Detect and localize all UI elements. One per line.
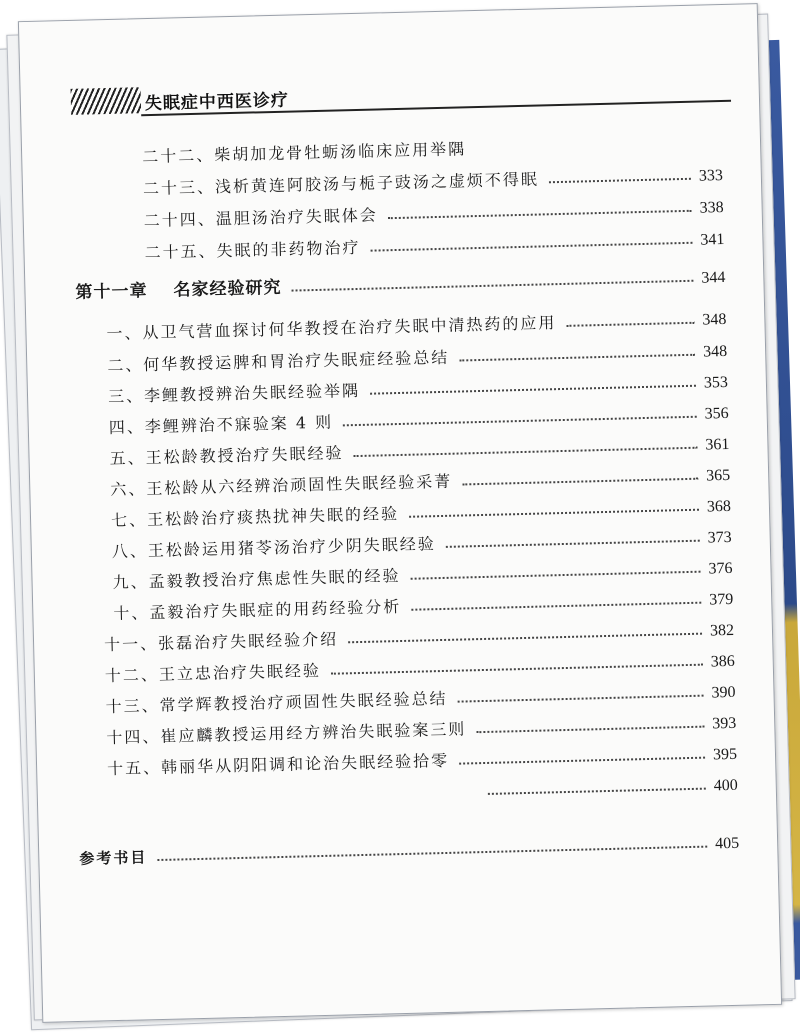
leader-dots bbox=[157, 846, 707, 861]
toc-entry-page: 373 bbox=[707, 528, 732, 547]
toc-page bbox=[18, 3, 782, 1023]
toc-entry-page: 361 bbox=[705, 435, 730, 454]
leader-dots bbox=[462, 478, 698, 486]
leader-dots bbox=[411, 571, 701, 580]
toc-entry-label: 二十四、温胆汤治疗失眠体会 bbox=[143, 205, 378, 231]
leader-dots bbox=[370, 385, 696, 395]
toc-entry-page: 386 bbox=[710, 652, 735, 671]
toc-entry-label: 六、王松龄从六经辨治顽固性失眠经验采菁 bbox=[110, 471, 453, 500]
toc-entry-page: 379 bbox=[709, 590, 734, 609]
chapter-number: 第十一章 bbox=[75, 281, 148, 303]
toc-entry-page: 382 bbox=[709, 621, 735, 640]
toc-entry-page: 368 bbox=[706, 497, 732, 516]
leader-dots bbox=[566, 322, 694, 327]
toc-entry-label: 二、何华教授运脾和胃治疗失眠症经验总结 bbox=[107, 347, 450, 376]
toc-entry-page: 376 bbox=[708, 559, 733, 578]
toc-last-page: 400 bbox=[713, 776, 738, 795]
toc-entry-label: 二十五、失眠的非药物治疗 bbox=[144, 237, 361, 263]
toc-entry-page: 353 bbox=[703, 373, 729, 392]
leader-dots bbox=[331, 664, 703, 675]
toc-entry-page: 393 bbox=[712, 714, 737, 733]
toc-entry-label: 十四、崔应麟教授运用经方辨治失眠验案三则 bbox=[106, 719, 467, 748]
toc-entry-label: 十三、常学辉教授治疗顽固性失眠经验总结 bbox=[105, 688, 448, 717]
toc-entry-label: 三、李鲤教授辨治失眠经验举隅 bbox=[107, 380, 361, 407]
leader-dots bbox=[371, 242, 693, 252]
leader-dots bbox=[388, 210, 692, 219]
toc-entry-label: 五、王松龄教授治疗失眠经验 bbox=[109, 443, 344, 469]
toc-entry-label: 一、从卫气营血探讨何华教授在治疗失眠中清热药的应用 bbox=[106, 313, 557, 344]
toc-entry-label: 七、王松龄治疗痰热扰神失眠的经验 bbox=[110, 504, 400, 531]
leader-dots bbox=[459, 757, 705, 765]
book-title: 失眠症中西医诊疗 bbox=[144, 90, 290, 115]
header-stripe-decoration bbox=[71, 87, 142, 115]
table-of-contents bbox=[62, 125, 742, 868]
leader-dots bbox=[458, 695, 704, 703]
leader-dots bbox=[549, 178, 691, 183]
leader-dots bbox=[411, 602, 701, 611]
references-page: 405 bbox=[714, 834, 740, 853]
leader-dots bbox=[488, 788, 706, 795]
toc-entry-label: 八、王松龄运用猪苓汤治疗少阴失眠经验 bbox=[111, 534, 437, 562]
leader-dots bbox=[292, 280, 694, 292]
toc-entry-label: 二十二、柴胡加龙骨牡蛎汤临床应用举隅 bbox=[141, 139, 467, 167]
toc-entry-label: 十五、韩丽华从阴阳调和论治失眠经验拾零 bbox=[106, 750, 450, 779]
toc-entry-label: 二十三、浅析黄连阿胶汤与栀子豉汤之虚烦不得眠 bbox=[142, 169, 540, 199]
toc-entry-page: 333 bbox=[698, 167, 724, 185]
references-label: 参考书目 bbox=[79, 848, 148, 868]
leader-dots bbox=[354, 447, 698, 457]
leader-dots bbox=[348, 633, 702, 644]
chapter-page: 344 bbox=[701, 268, 726, 287]
toc-entry-label: 十二、王立忠治疗失眠经验 bbox=[104, 660, 322, 686]
toc-entry-page: 338 bbox=[699, 199, 724, 217]
chapter-heading[interactable] bbox=[75, 259, 725, 303]
running-header bbox=[70, 67, 731, 123]
toc-entry-label: 四、李鲤辨治不寐验案 4 则 bbox=[108, 412, 334, 438]
toc-entry-page: 356 bbox=[704, 404, 729, 423]
toc-entry-page: 348 bbox=[702, 310, 727, 329]
toc-entry-label: 十一、张磊治疗失眠经验介绍 bbox=[103, 629, 339, 655]
leader-dots bbox=[446, 540, 700, 548]
toc-entry-page: 341 bbox=[700, 230, 725, 249]
toc-entry-page: 348 bbox=[702, 342, 728, 361]
toc-entry-page: 395 bbox=[712, 745, 738, 764]
leader-dots bbox=[409, 509, 699, 518]
toc-entry-label: 九、孟毅教授治疗焦虑性失眠的经验 bbox=[112, 566, 401, 593]
leader-dots bbox=[476, 726, 704, 734]
toc-entry-label: 十、孟毅治疗失眠症的用药经验分析 bbox=[113, 596, 402, 624]
chapter-title: 名家经验研究 bbox=[173, 277, 282, 301]
leader-dots bbox=[343, 416, 697, 427]
toc-entry-page: 390 bbox=[711, 683, 736, 702]
toc-references[interactable] bbox=[79, 825, 739, 869]
toc-entry-page: 365 bbox=[705, 466, 731, 485]
leader-dots bbox=[459, 354, 695, 362]
